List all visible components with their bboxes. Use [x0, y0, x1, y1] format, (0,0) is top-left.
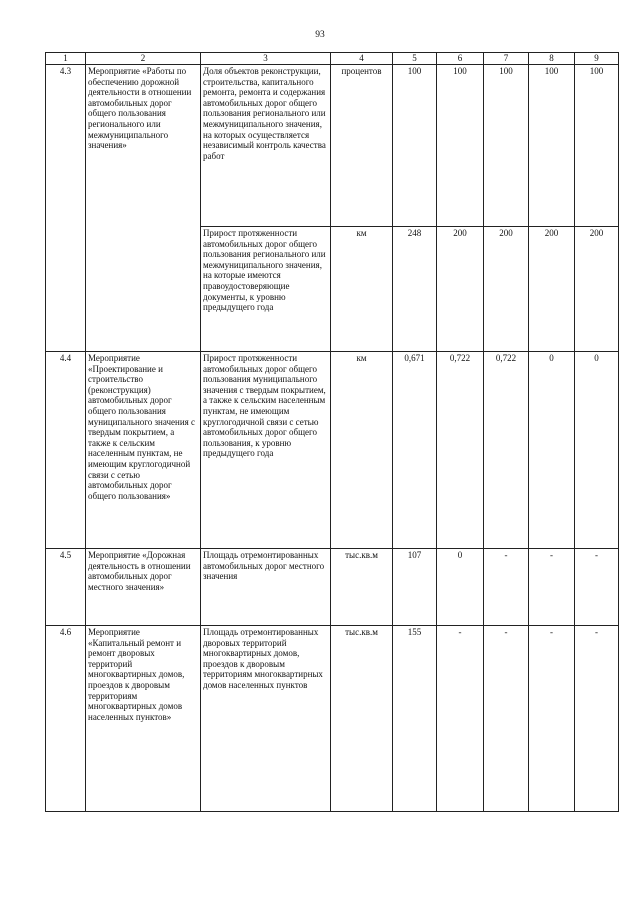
header-row: [46, 53, 619, 65]
indicator-name: Площадь отремонтированных автомобильных дорог местного значения: [201, 549, 331, 626]
value-cell: 100: [393, 65, 437, 227]
event-name: Мероприятие «Капитальный ремонт и ремонт дворовых территорий многоквартирных домов, проездов к дворовым территориям многоквартирных домов населенных пунктов»: [86, 626, 201, 812]
value-cell: 100: [437, 65, 484, 227]
value-cell: -: [529, 626, 575, 812]
value-cell: -: [575, 549, 619, 626]
value-cell: 0: [437, 549, 484, 626]
table-row: [46, 65, 619, 227]
value-cell: 0: [529, 352, 575, 549]
value-cell: -: [484, 549, 529, 626]
value-cell: -: [484, 626, 529, 812]
row-number: 4.3: [46, 65, 86, 352]
header-cell: 5: [393, 53, 437, 65]
value-cell: 0,671: [393, 352, 437, 549]
event-name: Мероприятие «Дорожная деятельность в отношении автомобильных дорог местного значения»: [86, 549, 201, 626]
value-cell: 100: [575, 65, 619, 227]
table-row: [46, 626, 619, 812]
header-cell: 7: [484, 53, 529, 65]
value-cell: 200: [575, 227, 619, 352]
row-number: 4.4: [46, 352, 86, 549]
table-row: [46, 549, 619, 626]
header-cell: 3: [201, 53, 331, 65]
indicators-table: [45, 52, 619, 812]
header-cell: 9: [575, 53, 619, 65]
value-cell: 248: [393, 227, 437, 352]
value-cell: 0: [575, 352, 619, 549]
value-cell: 200: [529, 227, 575, 352]
unit: тыс.кв.м: [331, 626, 393, 812]
row-number: 4.5: [46, 549, 86, 626]
unit: км: [331, 352, 393, 549]
value-cell: 0,722: [484, 352, 529, 549]
value-cell: 0,722: [437, 352, 484, 549]
indicator-name: Доля объектов реконструкции, строительства, капитального ремонта, ремонта и содержания автомобильных дорог общего пользования регионального или межмуниципального значения, на которых осуществляется независимый контроль качества работ: [201, 65, 331, 227]
value-cell: -: [575, 626, 619, 812]
indicator-name: Прирост протяженности автомобильных дорог общего пользования муниципального значения с твердым покрытием, а также к сельским населенным пунктам, не имеющим круглогодичной связи с сетью автомобильных дорог общего пользования, к уровню предыдущего года: [201, 352, 331, 549]
header-cell: 1: [46, 53, 86, 65]
indicator-name: Площадь отремонтированных дворовых территорий многоквартирных домов, проездов к дворовым территориям многоквартирных домов населенных пунктов: [201, 626, 331, 812]
value-cell: -: [437, 626, 484, 812]
value-cell: 107: [393, 549, 437, 626]
value-cell: -: [529, 549, 575, 626]
event-name: Мероприятие «Работы по обеспечению дорожной деятельности в отношении автомобильных дорог общего пользования регионального или межмуниципального значения»: [86, 65, 201, 352]
value-cell: 200: [437, 227, 484, 352]
header-cell: 4: [331, 53, 393, 65]
page-number: 93: [315, 30, 325, 40]
header-cell: 6: [437, 53, 484, 65]
unit: тыс.кв.м: [331, 549, 393, 626]
unit: процентов: [331, 65, 393, 227]
header-cell: 2: [86, 53, 201, 65]
value-cell: 200: [484, 227, 529, 352]
value-cell: 155: [393, 626, 437, 812]
unit: км: [331, 227, 393, 352]
value-cell: 100: [529, 65, 575, 227]
table-row: [46, 352, 619, 549]
indicator-name: Прирост протяженности автомобильных дорог общего пользования регионального или межмуниципального значения, на которые имеются правоудостоверяющие документы, к уровню предыдущего года: [201, 227, 331, 352]
event-name: Мероприятие «Проектирование и строительство (реконструкция) автомобильных дорог общего пользования муниципального значения с твердым покрытием, а также к сельским населенным пунктам, не имеющим круглогодичной связи с сетью автомобильных дорог общего пользования»: [86, 352, 201, 549]
value-cell: 100: [484, 65, 529, 227]
header-cell: 8: [529, 53, 575, 65]
row-number: 4.6: [46, 626, 86, 812]
